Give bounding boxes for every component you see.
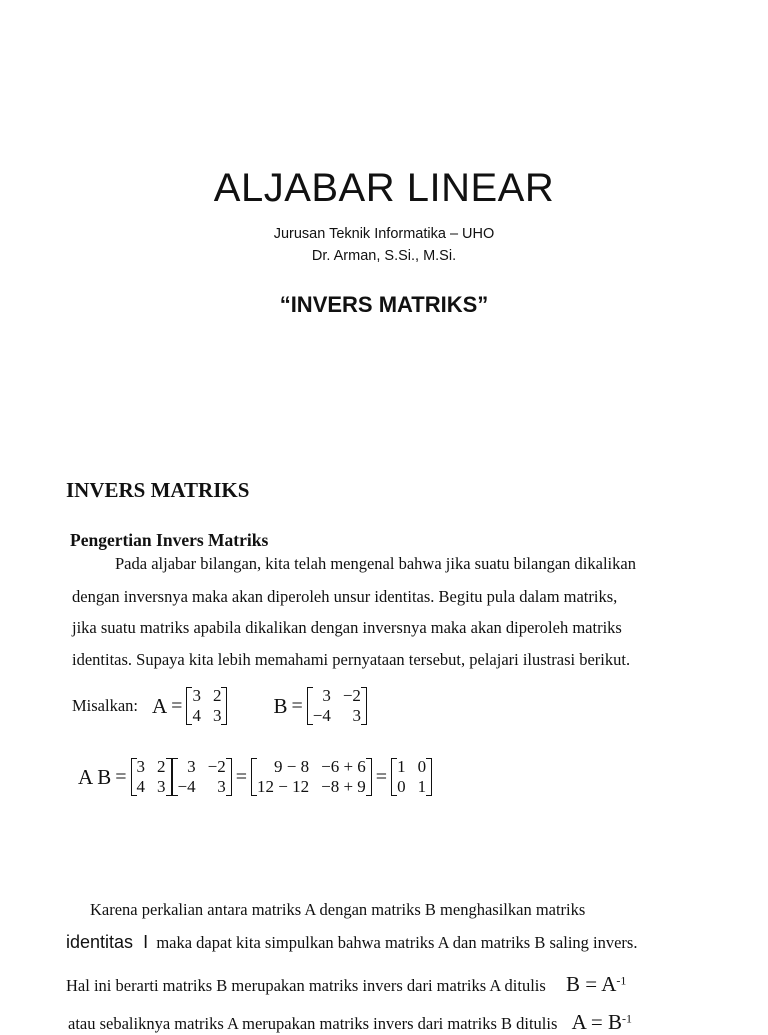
author-line: Dr. Arman, S.Si., M.Si. bbox=[311, 248, 457, 264]
cover-title: ALJABAR LINEAR bbox=[213, 166, 555, 210]
product-label: A B bbox=[78, 764, 112, 789]
section-heading: INVERS MATRIKS bbox=[66, 478, 250, 502]
matrix-a-label: A bbox=[152, 693, 168, 718]
conclusion-text: atau sebaliknya matriks A merupakan matriks invers dari matriks B ditulis bbox=[68, 1014, 558, 1033]
conclusion-line bbox=[66, 972, 626, 997]
inverse-formula: A = B bbox=[571, 1010, 623, 1034]
matrix-cell: 9 − 8 bbox=[274, 757, 310, 776]
equals-sign: = bbox=[235, 765, 248, 788]
matrix-cell: 3 bbox=[136, 757, 146, 776]
matrix-cell: 2 bbox=[157, 757, 166, 776]
matrix-b bbox=[172, 757, 232, 797]
matrix-cell: 4 bbox=[192, 706, 201, 725]
example-intro: Misalkan: bbox=[72, 696, 138, 715]
matrix-cell: 3 bbox=[157, 777, 166, 796]
matrix-a bbox=[186, 686, 227, 726]
matrix-cell: 12 − 12 bbox=[257, 777, 310, 796]
matrix-cell: 3 bbox=[192, 686, 201, 705]
paragraph-line: Pada aljabar bilangan, kita telah mengenal bahwa jika suatu bilangan dikalikan bbox=[115, 554, 636, 573]
matrix-product bbox=[251, 757, 372, 797]
inverse-exponent: -1 bbox=[616, 973, 627, 988]
identity-word: identitas bbox=[66, 932, 134, 952]
matrix-cell: 3 bbox=[322, 686, 331, 705]
matrix-cell: 3 bbox=[352, 706, 361, 725]
equals-sign: = bbox=[115, 765, 127, 788]
department-line: Jurusan Teknik Informatika – UHO bbox=[273, 226, 495, 242]
inverse-formula: B = A bbox=[566, 972, 617, 996]
matrix-cell: −4 bbox=[312, 706, 331, 725]
matrix-cell: 3 bbox=[187, 757, 196, 776]
identity-matrix bbox=[391, 757, 432, 797]
matrix-cell: 3 bbox=[217, 777, 226, 796]
matrix-b bbox=[307, 686, 367, 726]
inverse-exponent: -1 bbox=[622, 1011, 633, 1026]
matrix-cell: −2 bbox=[207, 757, 226, 776]
equals-sign: = bbox=[375, 765, 388, 788]
subsection-heading: Pengertian Invers Matriks bbox=[70, 530, 269, 550]
matrix-cell: 0 bbox=[417, 757, 427, 776]
conclusion-line: Karena perkalian antara matriks A dengan matriks B menghasilkan matriks bbox=[90, 900, 586, 919]
matrix-cell: −2 bbox=[342, 686, 361, 705]
identity-symbol: I bbox=[143, 932, 149, 952]
matrix-a bbox=[131, 757, 172, 797]
conclusion-text: maka dapat kita simpulkan bahwa matriks A dan matriks B saling invers. bbox=[156, 933, 638, 952]
matrix-cell: −8 + 9 bbox=[321, 777, 366, 796]
matrix-cell: 2 bbox=[212, 686, 222, 705]
conclusion-text: Hal ini berarti matriks B merupakan matriks invers dari matriks A ditulis bbox=[66, 976, 546, 995]
matrix-product-row bbox=[78, 754, 432, 800]
matrix-cell: 1 bbox=[397, 757, 406, 776]
matrix-b-label: B bbox=[273, 693, 288, 718]
equals-sign: = bbox=[291, 694, 303, 717]
matrix-cell: −6 + 6 bbox=[321, 757, 366, 776]
matrix-cell: 1 bbox=[417, 777, 427, 796]
matrix-cell: −4 bbox=[177, 777, 196, 796]
conclusion-line bbox=[68, 1010, 632, 1035]
paragraph-line: dengan inversnya maka akan diperoleh unsur identitas. Begitu pula dalam matriks, bbox=[72, 587, 618, 606]
matrix-cell: 4 bbox=[136, 777, 146, 796]
matrix-definition-row bbox=[72, 684, 367, 728]
matrix-cell: 3 bbox=[212, 706, 222, 725]
paragraph-line: jika suatu matriks apabila dikalikan dengan inversnya maka akan diperoleh matriks bbox=[72, 618, 622, 637]
matrix-cell: 0 bbox=[397, 777, 406, 796]
document-subtitle: “INVERS MATRIKS” bbox=[279, 292, 489, 317]
paragraph-line: identitas. Supaya kita lebih memahami pernyataan tersebut, pelajari ilustrasi berikut. bbox=[72, 650, 631, 669]
equals-sign: = bbox=[171, 694, 183, 717]
conclusion-line bbox=[66, 932, 637, 953]
